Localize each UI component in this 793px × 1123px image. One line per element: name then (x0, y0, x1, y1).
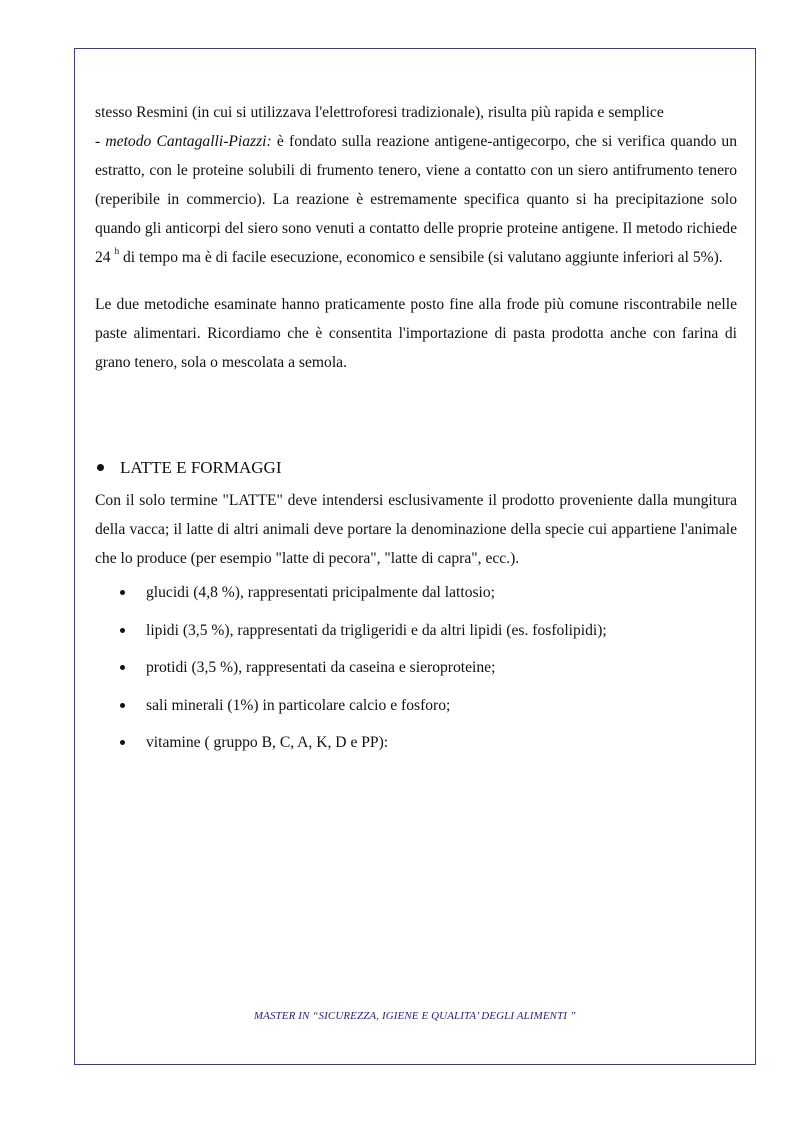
bullet-icon (120, 590, 125, 595)
bullet-icon (120, 665, 125, 670)
list-item-text: glucidi (4,8 %), rappresentati pricipalmente dal lattosio; (146, 584, 496, 602)
page-footer: MASTER IN “SICUREZZA, IGIENE E QUALITA’ DEGLI ALIMENTI ” (253, 1010, 577, 1022)
method-description-part2: di tempo ma è di facile esecuzione, economico e sensibile (si valutano aggiunte inferiori al 5%). (119, 249, 723, 266)
list-item (95, 612, 737, 650)
continuation-text: stesso Resmini (in cui si utilizzava l'elettroforesi tradizionale), risulta più rapida e semplice (95, 104, 664, 121)
section-heading-text: LATTE E FORMAGGI (120, 457, 282, 477)
paragraph-conclusion (95, 290, 737, 377)
section-spacer (95, 377, 737, 450)
paragraph-method-cantagalli-piazzi (95, 127, 737, 274)
method-dash: - (95, 133, 106, 150)
conclusion-text: Le due metodiche esaminate hanno praticamente posto fine alla frode più comune riscontrabile nelle paste alimentari. Ricordiamo che è consentita l'importazione di pasta prodotta anche con farina di grano tenero, sola o mescolata a semola. (95, 296, 737, 371)
list-item-text: sali minerali (1%) in particolare calcio e fosforo; (146, 696, 451, 714)
heading-bullet-icon (97, 464, 104, 471)
section-heading-latte-formaggi (95, 450, 737, 484)
nutrient-list (95, 574, 737, 762)
latte-definition-text: Con il solo termine "LATTE" deve intendersi esclusivamente il prodotto proveniente dalla mungitura della vacca; il latte di altri animali deve portare la denominazione della specie cui appartiene l'animale che lo produce (per esempio "latte di pecora", "latte di capra", ecc.). (95, 492, 737, 567)
list-item (95, 687, 737, 725)
bullet-icon (120, 740, 125, 745)
hours-superscript: h (114, 246, 120, 256)
list-item (95, 649, 737, 687)
paragraph-spacer (95, 274, 737, 290)
paragraph-continuation (95, 98, 737, 127)
list-item-text: vitamine ( gruppo B, C, A, K, D e PP): (146, 734, 389, 752)
list-item (95, 724, 737, 762)
list-item-text: lipidi (3,5 %), rappresentati da trigligeridi e da altri lipidi (es. fosfolipidi); (146, 621, 607, 639)
paragraph-latte-definition (95, 486, 737, 573)
list-item (95, 574, 737, 612)
method-description-part1: è fondato sulla reazione antigene-antigecorpo, che si verifica quando un estratto, con le proteine solubili di frumento tenero, viene a contatto con un siero antifrumento tenero (reperibile in commercio). La reazione è estremamente specifica quanto si ha precipitazione solo quando gli anticorpi del siero sono venuti a contatto delle proprie proteine antigene. Il metodo richiede 24 (95, 133, 738, 266)
method-name: metodo Cantagalli-Piazzi: (105, 133, 272, 150)
list-item-text: protidi (3,5 %), rappresentati da caseina e sieroproteine; (146, 659, 496, 677)
document-body (95, 98, 737, 762)
bullet-icon (120, 628, 125, 633)
bullet-icon (120, 703, 125, 708)
